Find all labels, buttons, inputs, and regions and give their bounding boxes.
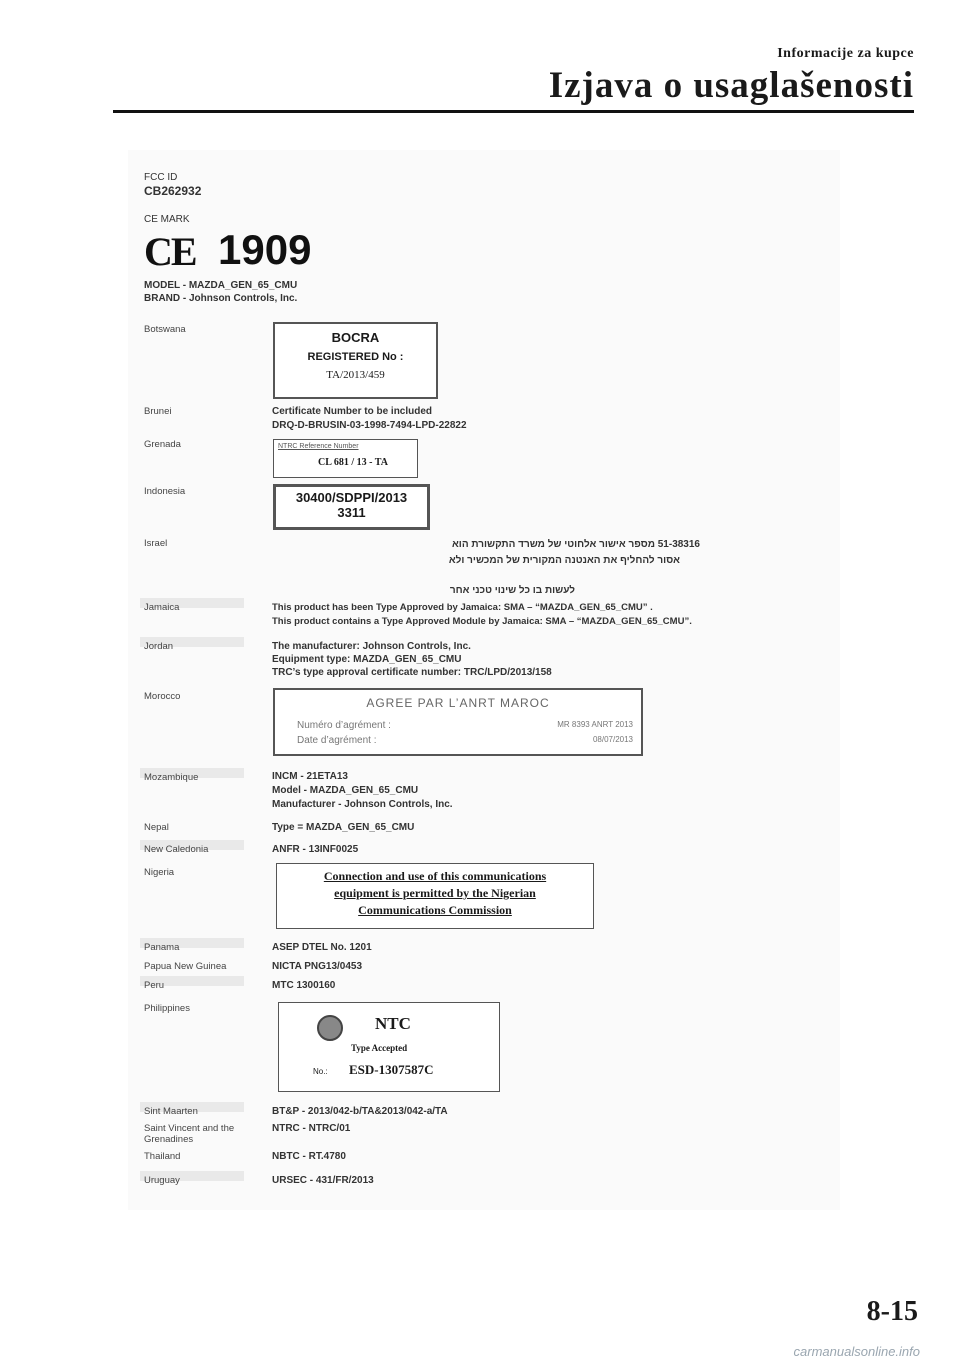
grenada-stamp-number: CL 681 / 13 - TA [318,457,388,468]
morocco-stamp-title: AGREE PAR L’ANRT MAROC [366,696,550,710]
indonesia-stamp [273,484,430,530]
philippines-no-value: ESD-1307587C [349,1062,434,1077]
country-peru: Peru [144,980,165,991]
country-jordan: Jordan [144,641,174,652]
nepal-line-1: Type = MAZDA_GEN_65_CMU [272,822,415,833]
peru-line-1: MTC 1300160 [272,980,336,991]
grenada-stamp-header: NTRC Reference Number [278,443,359,450]
country-mozambique: Mozambique [144,772,199,783]
morocco-date-label: Date d’agrément : [297,735,377,746]
country-uruguay: Uruguay [144,1175,180,1186]
thailand-line-1: NBTC - RT.4780 [272,1151,346,1162]
nigeria-stamp [276,863,594,929]
jamaica-line-2: This product contains a Type Approved Module by Jamaica: SMA – “MAZDA_GEN_65_CMU”. [272,616,692,627]
jordan-line-2: Equipment type: MAZDA_GEN_65_CMU [272,654,462,665]
footer-watermark: carmanualsonline.info [793,1344,920,1359]
country-thailand: Thailand [144,1151,181,1162]
header-rule [113,110,914,113]
model-line: MODEL - MAZDA_GEN_65_CMU [144,280,298,291]
country-grenada: Grenada [144,439,181,450]
morocco-date-value: 08/07/2013 [592,735,633,744]
page-number: 8-15 [866,1296,918,1327]
mozambique-line-1: INCM - 21ETA13 [272,771,348,782]
country-jamaica: Jamaica [144,602,180,613]
grenada-stamp [273,439,418,478]
country-botswana: Botswana [144,324,186,335]
country-indonesia: Indonesia [144,486,186,497]
botswana-stamp [273,322,438,399]
country-brunei: Brunei [144,406,172,417]
mozambique-line-3: Manufacturer - Johnson Controls, Inc. [272,799,453,810]
country-papua-new-guinea: Papua New Guinea [144,961,227,972]
country-philippines: Philippines [144,1003,190,1014]
nigeria-stamp-line1: Connection and use of this communications [323,869,547,883]
brand-line: BRAND - Johnson Controls, Inc. [144,293,298,304]
indonesia-stamp-line2: 3311 [337,505,366,520]
israel-line-3: לעשות בו כל שינוי טכני אחר [449,585,575,596]
botswana-stamp-line1: REGISTERED No : [307,351,404,363]
page-title: Izjava o usaglašenosti [548,65,914,106]
ce-label: CE MARK [144,214,190,225]
jordan-line-3: TRC’s type approval certificate number: TRC/LPD/2013/158 [272,667,552,678]
morocco-number-label: Numéro d’agrément : [297,720,391,731]
mozambique-line-2: Model - MAZDA_GEN_65_CMU [272,785,419,796]
certificate-scan [128,150,840,1210]
philippines-no-label: No.: [313,1067,328,1076]
saint-vincent-line-1: NTRC - NTRC/01 [272,1123,351,1134]
philippines-stamp-line1: Type Accepted [351,1043,408,1053]
country-nigeria: Nigeria [144,867,175,878]
brunei-line-2: DRQ-D-BRUSIN-03-1998-7494-LPD-22822 [272,420,467,431]
country-sint-maarten: Sint Maarten [144,1106,198,1117]
country-morocco: Morocco [144,691,181,702]
country-saint-vincent: Saint Vincent and the Grenadines [144,1123,235,1145]
new-caledonia-line-1: ANFR - 13INF0025 [272,844,359,855]
jamaica-line-1: This product has been Type Approved by Jamaica: SMA – “MAZDA_GEN_65_CMU” . [272,602,653,613]
philippines-stamp-title: NTC [375,1014,411,1033]
israel-line-2: אסור להחליף את האנטנה המקורית של המכשיר ולא [448,555,680,566]
nigeria-stamp-line2: equipment is permitted by the Nigerian [334,886,536,900]
morocco-stamp [273,688,643,756]
country-israel: Israel [144,538,168,549]
ce-number: 1909 [218,226,312,273]
country-panama: Panama [144,942,180,953]
morocco-number-value: MR 8393 ANRT 2013 [557,720,633,729]
botswana-stamp-title: BOCRA [331,330,380,345]
israel-line-1: 51-38316 מספר אישור אלחוטי של משרד התקשורת הוא [451,539,700,550]
botswana-stamp-number: TA/2013/459 [326,369,385,381]
uruguay-line-1: URSEC - 431/FR/2013 [272,1175,374,1186]
nigeria-stamp-line3: Communications Commission [358,903,512,917]
sint-maarten-line-1: BT&P - 2013/042-b/TA&2013/042-a/TA [272,1106,448,1117]
philippines-stamp [278,1002,500,1092]
ce-mark-icon: CE [144,229,196,274]
panama-line-1: ASEP DTEL No. 1201 [272,942,372,953]
country-new-caledonia: New Caledonia [144,844,209,855]
country-nepal: Nepal [144,822,169,833]
png-line-1: NICTA PNG13/0453 [272,961,363,972]
fcc-id: CB262932 [144,184,202,198]
indonesia-stamp-line1: 30400/SDPPI/2013 [295,490,408,505]
jordan-line-1: The manufacturer: Johnson Controls, Inc. [272,641,471,652]
ntc-seal-icon [317,1015,343,1041]
brunei-line-1: Certificate Number to be included [272,406,433,417]
section-label: Informacije za kupce [777,46,914,61]
fcc-label: FCC ID [144,172,178,183]
